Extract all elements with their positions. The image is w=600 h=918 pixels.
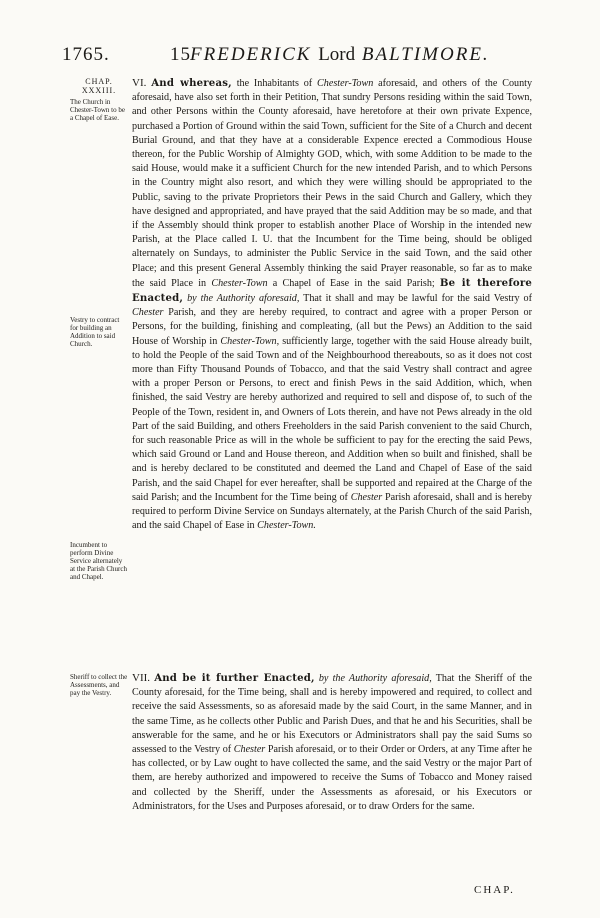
running-header	[62, 44, 532, 66]
section-vi-text: Parish aforesaid, shall and is hereby required to perform Divine Service on Sundays alternately, at the Parish Church of the said Parish, and the said Chapel of Ease in	[132, 491, 532, 532]
enacting-clause: Be it therefore Enacted,	[132, 276, 533, 305]
section-vi-text: a Chapel of Ease in the said Parish;	[267, 277, 440, 289]
section-vii-text: That the Sheriff of the County aforesaid, for the Time being, shall and is hereby impowered and required, to collect and receive the said Assessments, so as aforesaid made by the said Court, in the same Manner, and in the same Time, as he collects other Public and Parish Dues, and that he and his Securities, shall be answerable for the same, and he or his Executors or Administrators shall pay the said Sums so assessed to the Vestry of	[132, 673, 532, 756]
page-number: 15	[170, 44, 191, 65]
header-title-lord: Lord	[318, 44, 356, 65]
catchword: CHAP.	[474, 884, 515, 896]
header-title-main: FREDERICK	[190, 44, 312, 65]
place-name: Chester	[132, 307, 164, 319]
section-vii-text: Parish aforesaid, or to their Order or Orders, at any Time after he has collected, or by Law ought to have collected the same, and the said Vestry or the major Part of them, are hereby authorized and impowered to receive the Sums of Tobacco and Money raised and collected by the Sheriff, under the Assessments as aforesaid, or his Executors or Administrators, for the Uses and Purposes aforesaid, or to draw Orders for the same.	[132, 744, 533, 812]
authority-clause: by the Authority aforesaid,	[314, 673, 432, 684]
header-title-surname: BALTIMORE.	[361, 44, 490, 65]
chapter-heading	[70, 77, 128, 95]
authority-clause: by the Authority aforesaid,	[183, 293, 300, 305]
section-vii-number: VII.	[132, 672, 151, 684]
section-vi-text: aforesaid, and others of the County aforesaid, have also set forth in their Petition, That sundry Persons residing within the said Town, and other Persons within the County aforesaid, have heretofore at their own private Expence, purchased a Portion of Ground within the said Town, sufficient for the Site of a Church and decent Burial Ground, and that they have at a considerable Expence erected a Commodious House thereon, for the Public Worship of Almighty GOD, which, with some Addition to be made to the said House, would make it a sufficient Church for the new intended Parish, and to which Persons in the Country might also resort, and which they were willing should be appropriated to the Public, saving to the private Proprietors their Pews in the said Church and Gallery, which they have designed and appropriated, and have prayed that the said Addition may be so made, and that if the Assembly should think proper to establish another Place of Worship in the intended new Parish, at the Place called I. U. that the Incumbent for the Time being, should be obliged alternately on Sundays, to administer the Public Service in the said Town, and the said other Place; and this present General Assembly thinking the said Prayer reasonable, so far as to make the said Place in	[132, 78, 533, 289]
place-name: Chester	[350, 491, 383, 503]
section-vi-text: Parish, and they are hereby required, to contract and agree with a proper Person or Persons, for the building, finishing and compleating, (all but the Pews) an Addition to the said House of Worship in	[132, 307, 532, 347]
section-vi-lead: And whereas,	[151, 77, 232, 89]
section-vi-text: That it shall and may be lawful for the said Vestry of	[299, 293, 532, 305]
margin-note-vestry-contract: Vestry to contract for building an Addition to said Church.	[70, 316, 120, 348]
margin-note-incumbent: Incumbent to perform Divine Service alternately at the Parish Church and Chapel.	[70, 541, 127, 581]
chapter-number: XXXIII.	[81, 86, 117, 95]
section-vi-text: the Inhabitants of	[231, 78, 318, 89]
section-vi-text: sufficiently large, together with the said House already built, to hold the People of the said Town and of the Neighbourhood thereabouts, so as it does not cost more than Fifty Thousand Pounds of Tobacco, and that the said Vestry shall contract and agree with a proper Person or Persons, to erect and finish Pews in the said Addition, which, when finished, the said Vestry are hereby authorized and required to sell and dispose of, to such of the People of the Town, resident in, and Owners of Lots therein, and have not Pews already in the old Part of the said Building, and others Freeholders in the said Parish convenient to the said Church, for such reasonable Price as will in the whole be sufficient to pay for the erecting the said Pews, which said Ground or Land and House thereon, and Addition when so built and finished, shall be and is hereby declared to be constituted and deemed the Land and Chapel of Ease of the said Parish, and the said Chapel for ever hereafter, shall be supported and repaired at the Charge of the said Parish; and the Incumbent for the Time being of	[132, 335, 532, 503]
section-vi	[132, 76, 532, 534]
place-name: Chester-Town	[211, 277, 268, 289]
section-vii	[132, 671, 532, 814]
place-name: Chester-Town.	[257, 520, 316, 532]
margin-note-chapel-of-ease: The Church in Chester-Town to be a Chapel of Ease.	[70, 98, 125, 122]
header-title	[190, 44, 490, 66]
place-name: Chester-Town,	[220, 335, 280, 347]
header-year: 1765.	[62, 44, 110, 65]
chapter-label: CHAP.	[85, 77, 113, 86]
section-vi-paragraph	[132, 76, 532, 534]
section-vii-lead: And be it further Enacted,	[154, 672, 315, 684]
section-vi-number: VI.	[132, 77, 147, 89]
margin-note-sheriff: Sheriff to collect the Assessments, and pay the Vestry.	[70, 673, 128, 697]
section-vii-paragraph	[132, 671, 532, 814]
place-name: Chester	[233, 744, 266, 756]
place-name: Chester-Town	[317, 78, 374, 89]
